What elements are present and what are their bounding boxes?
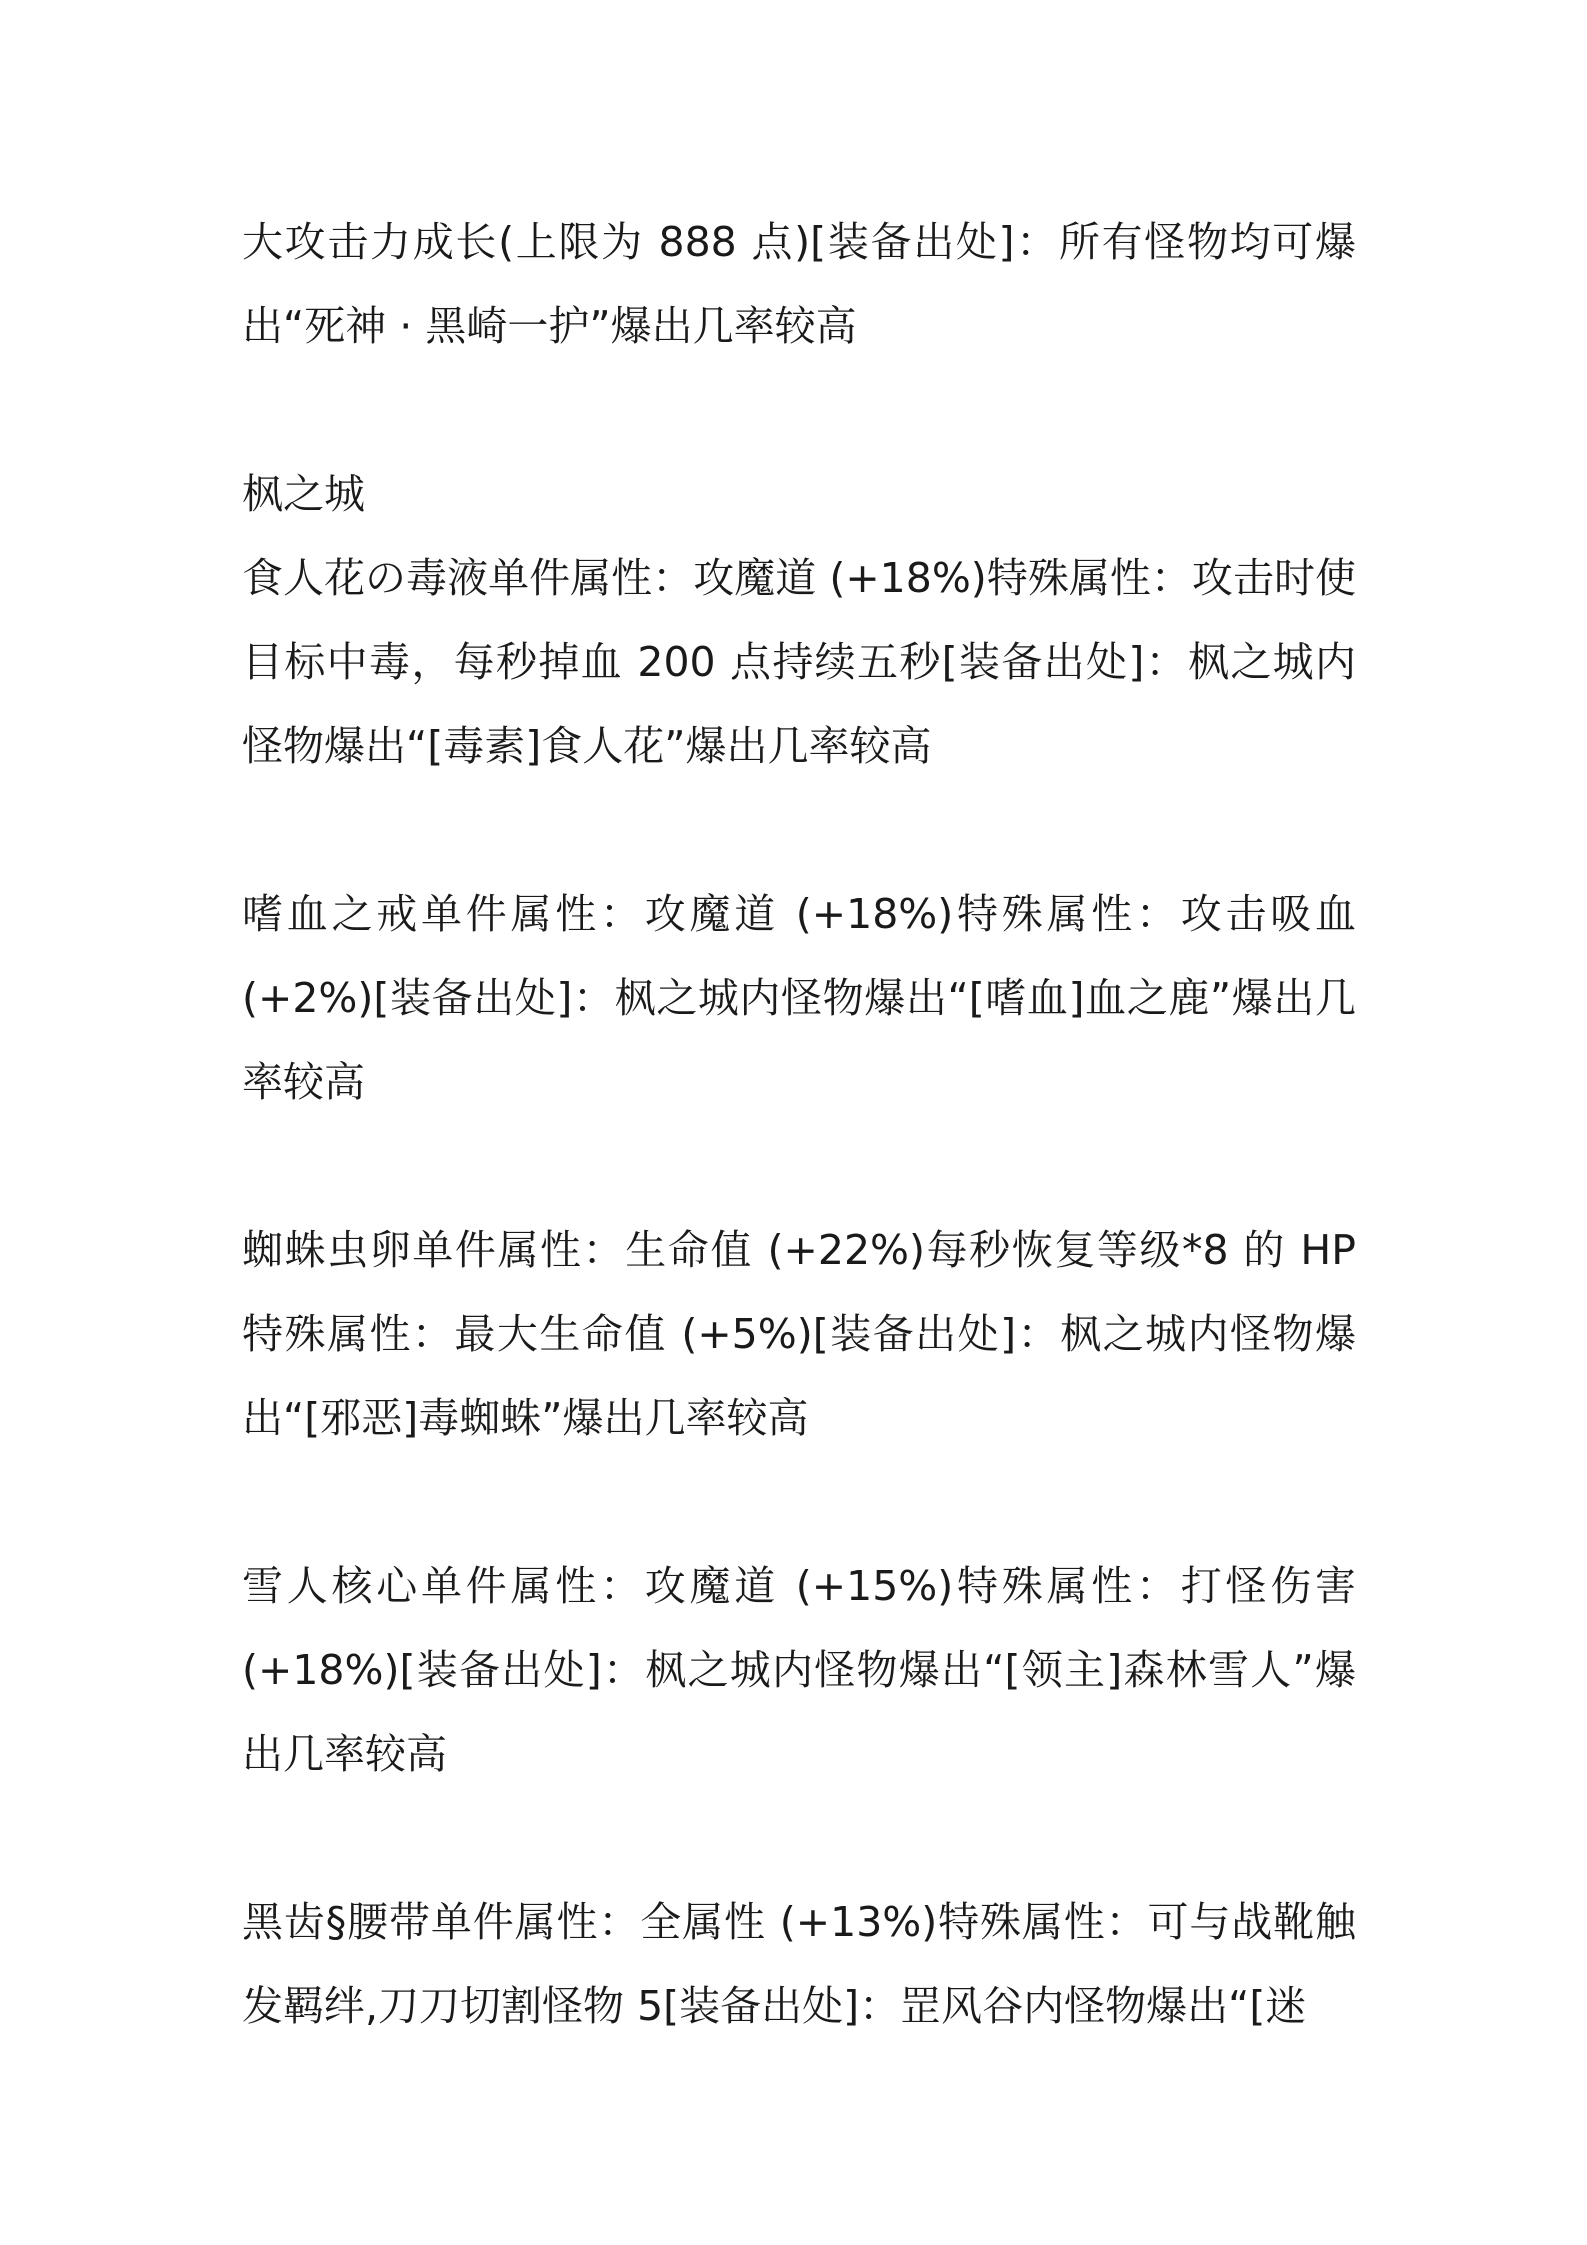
paragraph-attack-growth: 大攻击力成长(上限为 888 点)[装备出处]：所有怪物均可爆出“死神 · 黑崎一护”爆出几率较高 — [242, 218, 1356, 350]
paragraph-snowman-core: 雪人核心单件属性：攻魔道 (+15%)特殊属性：打怪伤害(+18%)[装备出处]：枫之城内怪物爆出“[领主]森林雪人”爆出几率较高 — [242, 1562, 1356, 1778]
paragraph-spacer — [242, 1124, 1356, 1208]
paragraph-spacer — [242, 788, 1356, 872]
document-body — [242, 200, 1356, 2048]
paragraph-spacer — [242, 1460, 1356, 1544]
paragraph-black-tooth-belt: 黑齿§腰带单件属性：全属性 (+13%)特殊属性：可与战靴触发羁绊,刀刀切割怪物 5[装备出处]：罡风谷内怪物爆出“[迷 — [242, 1898, 1356, 2030]
paragraph-spacer — [242, 1796, 1356, 1880]
paragraph-man-eater-venom: 食人花の毒液单件属性：攻魔道 (+18%)特殊属性：攻击时使目标中毒，每秒掉血 200 点持续五秒[装备出处]：枫之城内怪物爆出“[毒素]食人花”爆出几率较高 — [242, 554, 1356, 770]
paragraph-spacer — [242, 368, 1356, 452]
paragraph-bloodthirst-ring: 嗜血之戒单件属性：攻魔道 (+18%)特殊属性：攻击吸血(+2%)[装备出处]：枫之城内怪物爆出“[嗜血]血之鹿”爆出几率较高 — [242, 890, 1356, 1106]
paragraph-spider-egg: 蜘蛛虫卵单件属性：生命值 (+22%)每秒恢复等级*8 的 HP 特殊属性：最大生命值 (+5%)[装备出处]：枫之城内怪物爆出“[邪恶]毒蜘蛛”爆出几率较高 — [242, 1226, 1356, 1442]
section-heading-maple-city: 枫之城 — [242, 470, 365, 518]
